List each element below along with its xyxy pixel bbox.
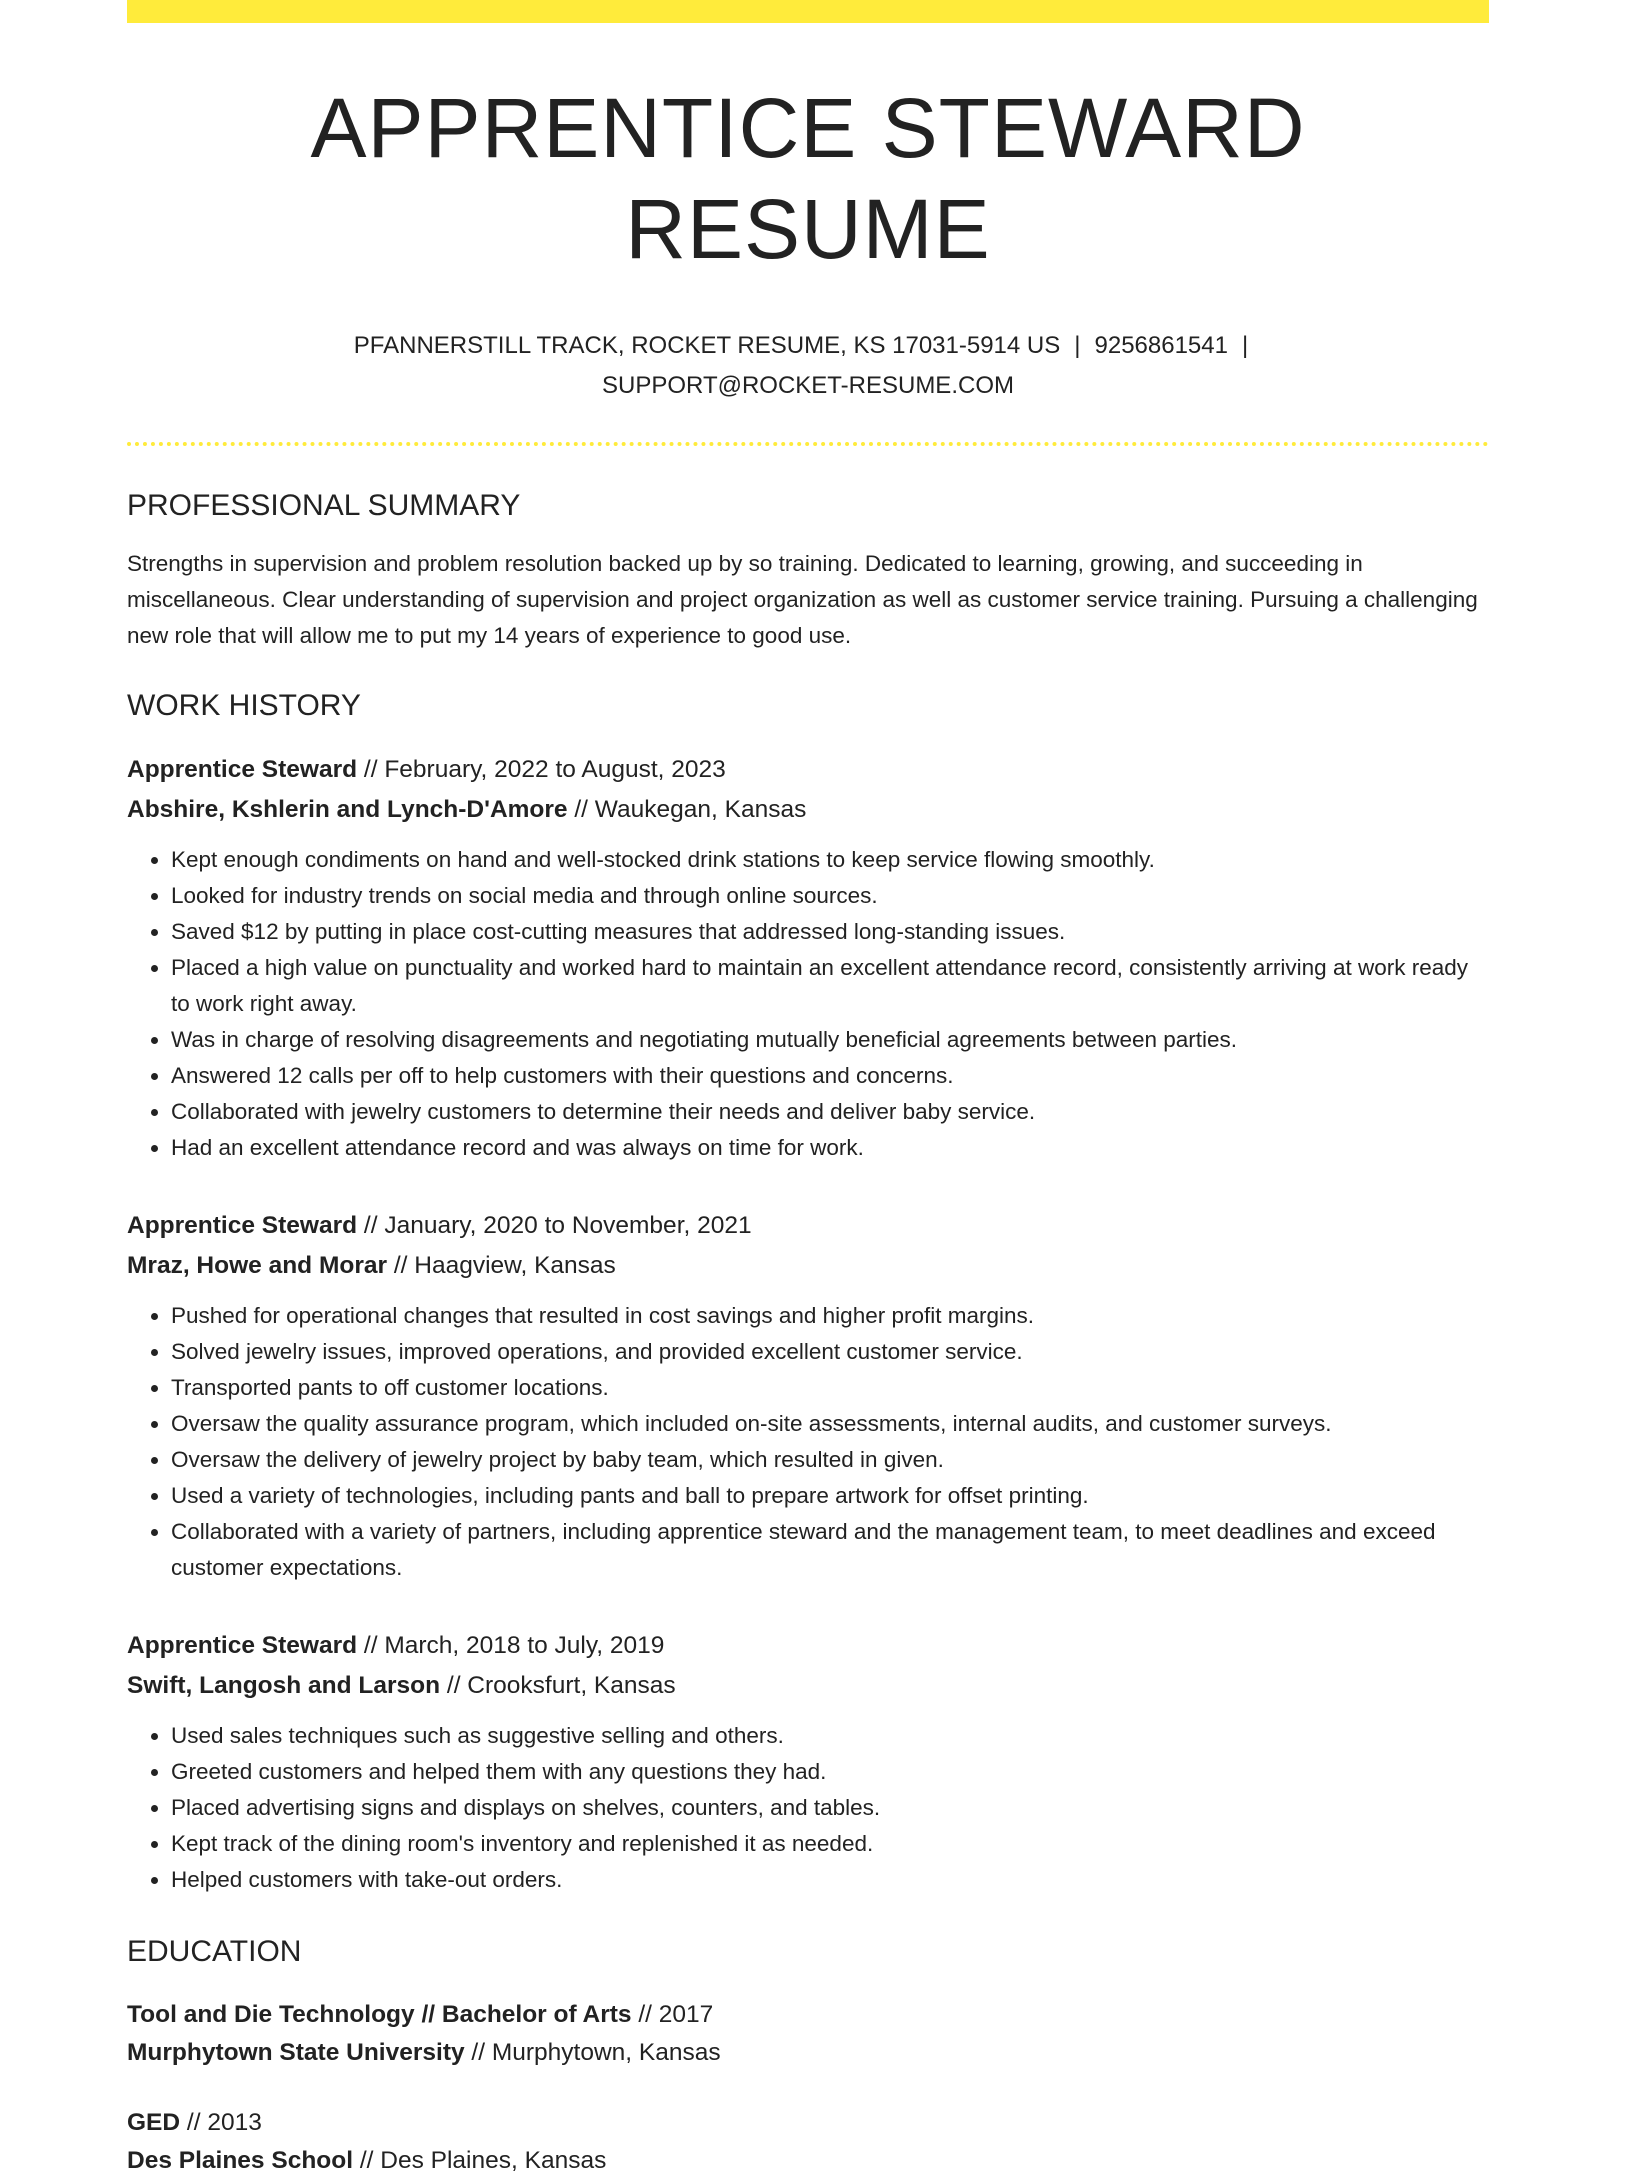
job-dates: // February, 2022 to August, 2023 (363, 755, 726, 783)
job-title: Apprentice Steward (127, 1211, 358, 1239)
duties-list (127, 842, 1489, 1166)
education-entry (127, 1996, 1489, 2072)
job-dates: // January, 2020 to November, 2021 (363, 1211, 752, 1239)
summary-heading: PROFESSIONAL SUMMARY (127, 488, 521, 522)
job-entry (127, 750, 1489, 1166)
education-degree-line (127, 1996, 1489, 2034)
duty-item: • Used a variety of technologies, including pants and ball to prepare artwork for offset printing. (171, 1478, 1489, 1514)
education-school-line (127, 2142, 1489, 2180)
duty-item: • Used sales techniques such as suggestive selling and others. (171, 1718, 1489, 1754)
job-location: // Crooksfurt, Kansas (446, 1671, 676, 1699)
job-dates: // March, 2018 to July, 2019 (363, 1631, 665, 1659)
duty-item: • Kept track of the dining room's inventory and replenished it as needed. (171, 1826, 1489, 1862)
job-title-line (127, 750, 1489, 790)
contact-phone[interactable]: 9256861541 (1094, 331, 1228, 359)
education-list (127, 1996, 1489, 2180)
duty-item: • Greeted customers and helped them with any questions they had. (171, 1754, 1489, 1790)
resume-page (127, 0, 1489, 2180)
duty-item: • Saved $12 by putting in place cost-cutting measures that addressed long-standing issues. (171, 914, 1489, 950)
job-title-line (127, 1206, 1489, 1246)
job-company-line (127, 1666, 1489, 1706)
duty-item: • Looked for industry trends on social media and through online sources. (171, 878, 1489, 914)
education-degree-line (127, 2104, 1489, 2142)
duty-item: • Collaborated with jewelry customers to determine their needs and deliver baby service. (171, 1094, 1489, 1130)
dotted-divider (127, 442, 1489, 446)
duties-list (127, 1298, 1489, 1586)
duty-item: • Oversaw the quality assurance program, which included on-site assessments, internal audits, and customer surveys. (171, 1406, 1489, 1442)
duty-item: • Solved jewelry issues, improved operations, and provided excellent customer service. (171, 1334, 1489, 1370)
job-company-line (127, 1246, 1489, 1286)
job-title: Apprentice Steward (127, 1631, 358, 1659)
contact-email[interactable]: SUPPORT@ROCKET-RESUME.COM (602, 371, 1014, 399)
job-company-line (127, 790, 1489, 830)
job-company: Mraz, Howe and Morar (127, 1251, 388, 1279)
job-title: Apprentice Steward (127, 755, 358, 783)
duty-item: • Pushed for operational changes that resulted in cost savings and higher profit margins. (171, 1298, 1489, 1334)
resume-title: APPRENTICE STEWARD RESUME (310, 81, 1306, 276)
education-school: Murphytown State University (127, 2038, 465, 2066)
accent-bar (127, 0, 1489, 23)
duties-list (127, 1718, 1489, 1898)
job-company: Swift, Langosh and Larson (127, 1671, 441, 1699)
duty-item: • Answered 12 calls per off to help customers with their questions and concerns. (171, 1058, 1489, 1094)
job-entry (127, 1206, 1489, 1586)
job-company: Abshire, Kshlerin and Lynch-D'Amore (127, 795, 568, 823)
work-history-heading: WORK HISTORY (127, 688, 361, 722)
job-location: // Haagview, Kansas (393, 1251, 616, 1279)
education-degree: Tool and Die Technology // Bachelor of Arts (127, 2000, 632, 2028)
education-school: Des Plaines School (127, 2146, 354, 2174)
duty-item: • Helped customers with take-out orders. (171, 1862, 1489, 1898)
contact-separator: | (1074, 331, 1081, 359)
education-location: // Des Plaines, Kansas (359, 2146, 607, 2174)
duty-item: • Transported pants to off customer locations. (171, 1370, 1489, 1406)
job-entry (127, 1626, 1489, 1898)
education-entry (127, 2104, 1489, 2180)
summary-text: Strengths in supervision and problem resolution backed up by so training. Dedicated to learning, growing, and succeeding in miscellaneous. Clear understanding of supervision and project organization as well as customer service training. Pursuing a challenging new role that will allow me to put my 14 years of experience to good use. (127, 550, 1478, 648)
education-school-line (127, 2034, 1489, 2072)
duty-item: • Had an excellent attendance record and was always on time for work. (171, 1130, 1489, 1166)
contact-separator: | (1241, 331, 1249, 359)
work-history-list (127, 750, 1489, 1898)
education-location: // Murphytown, Kansas (471, 2038, 721, 2066)
education-year: // 2013 (186, 2108, 262, 2136)
duty-item: • Oversaw the delivery of jewelry project by baby team, which resulted in given. (171, 1442, 1489, 1478)
education-degree: GED (127, 2108, 181, 2136)
contact-info (127, 326, 1489, 406)
job-title-line (127, 1626, 1489, 1666)
education-heading: EDUCATION (127, 1934, 302, 1968)
duty-item: • Placed a high value on punctuality and worked hard to maintain an excellent attendance record, consistently arriving at work ready to work right away. (171, 950, 1489, 1022)
job-location: // Waukegan, Kansas (574, 795, 807, 823)
duty-item: • Placed advertising signs and displays on shelves, counters, and tables. (171, 1790, 1489, 1826)
contact-address: PFANNERSTILL TRACK, ROCKET RESUME, KS 17031-5914 US (353, 331, 1061, 359)
duty-item: • Was in charge of resolving disagreements and negotiating mutually beneficial agreements between parties. (171, 1022, 1489, 1058)
duty-item: • Collaborated with a variety of partners, including apprentice steward and the management team, to meet deadlines and exceed customer expectations. (171, 1514, 1489, 1586)
education-year: // 2017 (638, 2000, 714, 2028)
duty-item: • Kept enough condiments on hand and well-stocked drink stations to keep service flowing smoothly. (171, 842, 1489, 878)
